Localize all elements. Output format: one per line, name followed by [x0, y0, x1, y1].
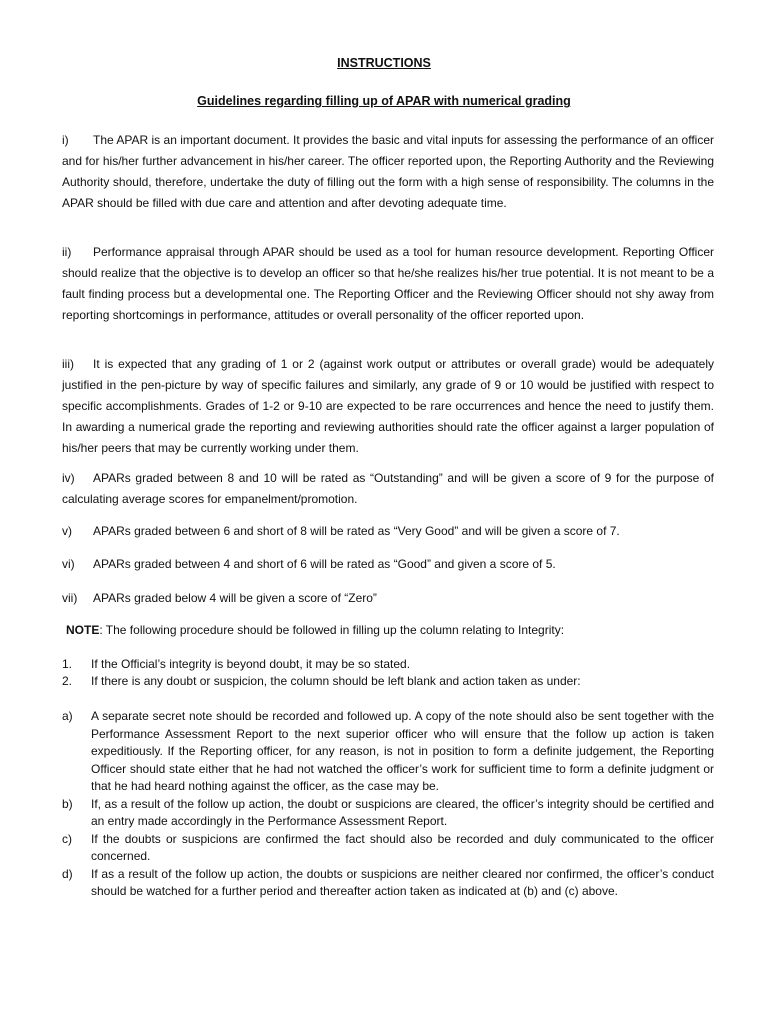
paragraph-text: APARs graded between 4 and short of 6 will be rated as “Good” and given a score of 5. [93, 557, 556, 571]
list-item [62, 673, 714, 690]
list-item-text: A separate secret note should be recorded and followed up. A copy of the note should also be sent together with the Performance Assessment Report to the next superior officer who will ensure that the follow up action is taken expeditiously. If the Reporting officer, for any reason, is not in position to form a definite judgement, the Reporting Officer should state either that he had not watched the officer’s work for sufficient time to form a definite judgment or that he had heard nothing against the officer, as the case may be. [91, 709, 714, 793]
list-item [62, 796, 714, 831]
document-subtitle: Guidelines regarding filling up of APAR with numerical grading [197, 94, 571, 108]
list-item [62, 866, 714, 901]
list-item-letter: c) [62, 831, 72, 846]
paragraph-text: It is expected that any grading of 1 or 2 (against work output or attributes or overall grade) would be adequately justified in the pen-picture by way of specific failures and similarly, any grade of 9 or 10 would be justified with respect to specific accomplishments. Grades of 1-2 or 9-10 are expected to be rare occurrences and hence the need to justify them. In awarding a numerical grade the reporting and reviewing authorities should rate the officer against a larger population of his/her peers that may be currently working under them. [62, 357, 714, 455]
numbered-list [62, 656, 714, 690]
list-item-letter: b) [62, 796, 73, 811]
list-item-text: If there is any doubt or suspicion, the column should be left blank and action taken as under: [91, 674, 581, 688]
paragraph-text: APARs graded below 4 will be given a score of “Zero” [93, 591, 377, 605]
paragraph-label: ii) [62, 245, 72, 259]
paragraph-text: APARs graded between 6 and short of 8 will be rated as “Very Good” and will be given a score of 7. [93, 524, 620, 538]
paragraph-vii [62, 588, 714, 609]
paragraph-text: APARs graded between 8 and 10 will be rated as “Outstanding” and will be given a score of 9 for the purpose of calculating average scores for empanelment/promotion. [62, 471, 714, 506]
paragraph-label: i) [62, 133, 69, 147]
list-item [62, 831, 714, 866]
list-item-text: If the Official’s integrity is beyond doubt, it may be so stated. [91, 657, 411, 671]
paragraph-ii [62, 242, 714, 326]
paragraph-vi [62, 554, 714, 575]
list-item-text: If as a result of the follow up action, the doubts or suspicions are neither cleared nor confirmed, the officer’s conduct should be watched for a further period and thereafter action taken as indicated at (b) and (c) above. [91, 866, 714, 898]
paragraph-iii [62, 354, 714, 459]
paragraph-iv [62, 468, 714, 510]
paragraph-label: v) [62, 524, 72, 538]
list-item-letter: d) [62, 866, 73, 881]
paragraph-label: iii) [62, 357, 74, 371]
paragraph-label: vii) [62, 591, 78, 605]
document-title: INSTRUCTIONS [337, 56, 431, 70]
note-text: : The following procedure should be followed in filling up the column relating to Integrity: [99, 623, 565, 637]
list-item-text: If the doubts or suspicions are confirmed the fact should also be recorded and duly communicated to the officer concerned. [91, 831, 714, 863]
integrity-note [66, 620, 716, 641]
paragraph-text: Performance appraisal through APAR should be used as a tool for human resource development. Reporting Officer should realize that the objective is to develop an officer so that he/she realizes his/her true potential. It is not meant to be a fault finding process but a developmental one. The Reporting Officer and the Reviewing Officer should not shy away from reporting shortcomings in performance, attitudes or overall personality of the officer reported upon. [62, 245, 714, 322]
list-item-text: If, as a result of the follow up action, the doubt or suspicions are cleared, the officer’s integrity should be certified and an entry made accordingly in the Performance Assessment Report. [91, 796, 714, 828]
paragraph-i [62, 130, 714, 214]
paragraph-text: The APAR is an important document. It provides the basic and vital inputs for assessing the performance of an officer and for his/her further advancement in his/her career. The officer reported upon, the Reporting Authority and the Reviewing Authority should, therefore, undertake the duty of filling out the form with a high sense of responsibility. The columns in the APAR should be filled with due care and attention and after devoting adequate time. [62, 133, 714, 210]
paragraph-v [62, 521, 714, 542]
list-item [62, 708, 714, 796]
list-item-number: 1. [62, 657, 73, 671]
lettered-list [62, 708, 714, 901]
note-label: NOTE [66, 623, 100, 637]
paragraph-label: vi) [62, 557, 75, 571]
list-item-letter: a) [62, 709, 73, 723]
list-item-number: 2. [62, 674, 73, 688]
list-item [62, 656, 714, 673]
paragraph-label: iv) [62, 471, 75, 485]
